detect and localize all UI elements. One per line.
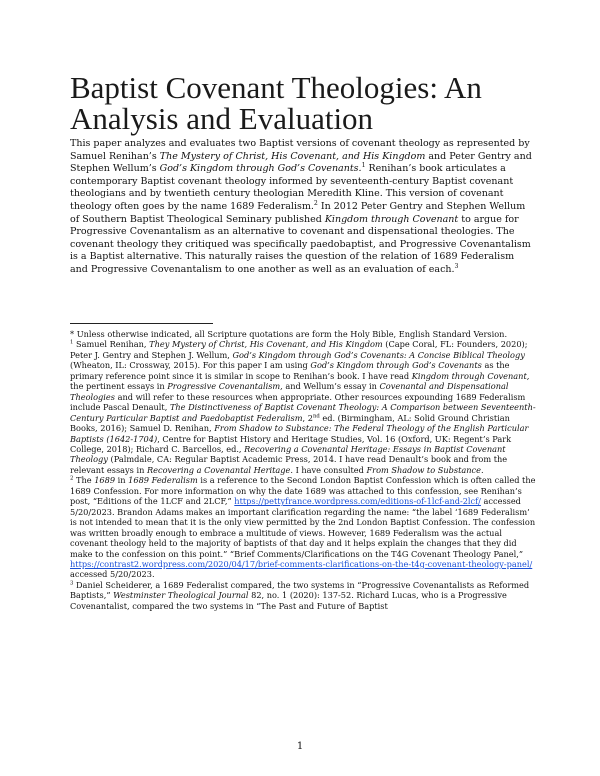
citation-title: The Distinctiveness of Baptist Covenant Theology: A Comparison between Seventeenth-Century Particular Baptist and Paedobaptist Federalism: [70, 402, 536, 423]
citation-title: From Shadow to Substance: [366, 464, 481, 475]
footnote-text: , Centre for Baptist History and Heritage Studies, Vol. 16 (Oxford, UK: Regent’s Park College, 2018); Richard C. Barcellos, ed.,: [70, 433, 512, 454]
footnote-text: . I have consulted: [290, 464, 364, 475]
body-text: This paper analyzes and evaluates two Baptist versions of covenant theology as represented by Samuel Renihan’s: [70, 138, 530, 162]
citation-title: From Shadow to Substance: The Federal Theology of the English Particular Baptists (1642-1704): [70, 423, 529, 444]
footnote-text: 82, no. 1 (2020): 137-52. Richard Lucas, who is a Progressive Covenantalist, compared the two systems in “The Past and Future of Baptist: [70, 590, 507, 611]
footnotes: [70, 329, 538, 611]
citation-title: They Mystery of Christ, His Covenant, and His Kingdom: [149, 339, 383, 350]
footnote-text: in: [117, 475, 126, 486]
footnote-text: , 2: [302, 412, 313, 423]
footnote-3: [70, 580, 538, 611]
footnote-text: as the primary reference point since it is similar in scope to Renihan’s book. I have read: [70, 360, 510, 381]
footnote-text: Daniel Scheiderer, a 1689 Federalist compared, the two systems in “Progressive Covenantalists as Reformed Baptists,”: [70, 579, 530, 601]
page-number: 1: [296, 741, 304, 752]
citation-title: God’s Kingdom through God’s Covenants: [310, 360, 482, 371]
footnote-text: Samuel Renihan,: [73, 339, 147, 350]
contrast2-link[interactable]: https://contrast2.wordpress.com/2020/04/17/brief-comments-clarifications-on-the-t4g-covenant-theology-panel/: [70, 558, 533, 569]
citation-title: Kingdom through Covenant,: [411, 370, 530, 381]
body-text: to argue for Progressive Covenantalism as an alternative to covenant and dispensational theologies. The covenant theology they critiqued was specifically paedobaptist, and Progressive Covenantalism is a Baptist alternative. This naturally raises the question of the relation of 1689 Federalism and Progressive Covenantalism to one another as well as an evaluation of each.: [70, 213, 531, 275]
citation-title: Recovering a Covenantal Heritage: [146, 464, 291, 475]
citation-title: Covenantal and Dispensational Theologies: [70, 381, 509, 402]
footnote-2: [70, 475, 538, 580]
citation-title: Westminster Theological Journal: [113, 590, 249, 601]
footnote-mark: 3: [70, 580, 74, 587]
footnote-mark: 1: [70, 339, 74, 346]
footnote-ref[interactable]: 3: [454, 262, 459, 270]
book-title: God’s Kingdom through God’s Covenants.: [159, 163, 362, 175]
pettyfrance-link[interactable]: https://pettyfrance.wordpress.com/editions-of-1lcf-and-2lcf/: [234, 496, 481, 507]
footnote-ref[interactable]: 1: [361, 162, 366, 170]
citation-title: 1689: [94, 475, 116, 486]
footnote-text: (Wheaton, IL: Crossway, 2015). For this paper I am using: [70, 360, 308, 371]
footnote-text: is a reference to the Second London Baptist Confession which is often called the 1689 Confession. For more information on why the date 1689 was attached to this confession, see Renihan’s post, “Editions of the 1LCF and 2LCF,”: [70, 475, 536, 507]
footnote-ref[interactable]: 2: [313, 199, 318, 207]
body-text: and Peter Gentry and Stephen Wellum’s: [70, 150, 532, 175]
paper-title: Baptist Covenant Theologies: An Analysis and Evaluation: [70, 70, 482, 136]
footnote-text: the pertinent essays in: [70, 381, 165, 392]
footnote-text: and will refer to these resources when appropriate. Other resources expounding 1689 Federalism include Pascal Denault,: [70, 391, 526, 413]
book-title: The Mystery of Christ, His Covenant, and His Kingdom: [159, 150, 426, 162]
footnote-mark: 2: [70, 475, 74, 482]
ordinal-suffix: nd: [312, 412, 320, 419]
citation-title: Recovering a Covenantal Heritage: Essays in Baptist Covenant Theology: [70, 443, 506, 465]
footnote-star: * Unless otherwise indicated, all Scripture quotations are form the Holy Bible, English Standard Version.: [70, 329, 508, 339]
body-text: In 2012 Peter Gentry and Stephen Wellum of Southern Baptist Theological Seminary published: [70, 200, 526, 225]
footnote-text: (Palmdale, CA: Regular Baptist Academic Press, 2014. I have read Denault’s book and from the relevant essays in: [70, 454, 508, 475]
footnote-text: ed. (Birmingham, AL: Solid Ground Christian Books, 2016); Samuel D. Renihan,: [70, 412, 510, 434]
footnote-separator: [70, 323, 213, 324]
citation-title: Progressive Covenantalism,: [167, 381, 283, 392]
footnote-text: and Wellum’s essay in: [285, 381, 377, 392]
footnote-text: accessed 5/20/2023. Brandon Adams makes an important clarification regarding the name: “the label ‘1689 Federalism’ is not intended to mean that it is the only view permitted by the 2nd London Baptist Confession. The confession was written broadly enough to embrace a multitude of views. However, 1689 Federalism was the actual covenant theology held to the majority of baptists of that day and it helps explain the changes that they did make to the confession on this point.” “Brief Comments/Clarifications on the T4G Covenant Theology Panel,”: [70, 496, 536, 559]
footnote-text: (Cape Coral, FL: Founders, 2020); Peter J. Gentry and Stephen J. Wellum,: [70, 339, 528, 360]
book-title: Kingdom through Covenant: [324, 213, 459, 225]
body-paragraph: [70, 138, 532, 277]
footnote-text: The: [73, 475, 92, 486]
citation-title: 1689 Federalism: [128, 475, 198, 486]
body-text: Renihan’s book articulates a contemporary Baptist covenant theology informed by seventeenth-century Baptist covenant theologians and by twentieth century theologian Meredith Kline. This version of covenant theology often goes by the name 1689 Federalism.: [70, 163, 514, 212]
footnote-1: [70, 339, 538, 475]
footnote-text: accessed 5/20/2023.: [70, 569, 155, 580]
footnote-text: .: [480, 464, 484, 475]
citation-title: God’s Kingdom through God’s Covenants: A Concise Biblical Theology: [232, 349, 525, 360]
